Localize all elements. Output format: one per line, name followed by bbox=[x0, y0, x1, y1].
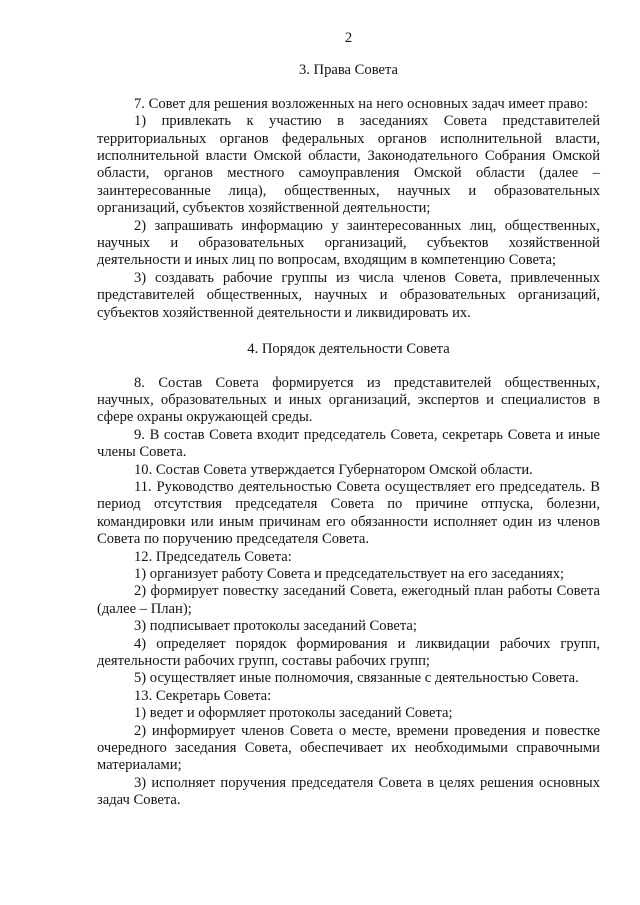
section-3-title: 3. Права Совета bbox=[298, 62, 399, 79]
paragraph-12-item-1: 1) организует работу Совета и председательствует на его заседаниях; bbox=[134, 565, 565, 582]
paragraph-13-item-3: 3) исполняет поручения председателя Совета в целях решения основных задач Совета. bbox=[97, 774, 600, 809]
paragraph-7-item-1: 1) привлекать к участию в заседаниях Совета представителей территориальных органов федеральных органов исполнительной власти, исполнительной власти Омской области, Законодательного Собрания Омской области, органов местного самоуправления Омской области (далее – заинтересованные лица), общественных, научных и образовательных организаций, субъектов хозяйственной деятельности; bbox=[97, 113, 600, 217]
paragraph-12: 12. Председатель Совета: bbox=[134, 548, 292, 565]
paragraph-12-item-4: 4) определяет порядок формирования и ликвидации рабочих групп, деятельности рабочих групп, составы рабочих групп; bbox=[97, 635, 600, 669]
paragraph-8: 8. Состав Совета формируется из представителей общественных, научных, образовательных и иных организаций, экспертов и специалистов в сфере охраны окружающей среды. bbox=[97, 374, 600, 426]
paragraph-10: 10. Состав Совета утверждается Губернатором Омской области. bbox=[134, 461, 533, 478]
paragraph-7-item-2: 2) запрашивать информацию у заинтересованных лиц, общественных, научных и образовательных организаций, субъектов хозяйственной деятельности и иных лиц по вопросам, входящим в компетенцию Совета; bbox=[97, 217, 600, 269]
document-page bbox=[97, 30, 600, 810]
paragraph-13-item-1: 1) ведет и оформляет протоколы заседаний Совета; bbox=[134, 705, 453, 722]
paragraph-13-item-2: 2) информирует членов Совета о месте, времени проведения и повестке очередного заседания Совета, обеспечивает их необходимыми справочными материалами; bbox=[97, 722, 600, 774]
paragraph-7-item-3: 3) создавать рабочие группы из числа членов Совета, привлеченных представителей общественных, научных и образовательных организаций, субъектов хозяйственной деятельности и ликвидировать их. bbox=[97, 269, 600, 321]
paragraph-9: 9. В состав Совета входит председатель Совета, секретарь Совета и иные члены Совета. bbox=[97, 426, 600, 461]
paragraph-11: 11. Руководство деятельностью Совета осуществляет его председатель. В период отсутствия председателя Совета по причине отпуска, болезни, командировки или иным причинам его обязанности исполняет один из членов Совета по поручению председателя Совета. bbox=[97, 478, 600, 548]
page-number: 2 bbox=[344, 30, 353, 46]
paragraph-12-item-2: 2) формирует повестку заседаний Совета, ежегодный план работы Совета (далее – План); bbox=[97, 583, 600, 617]
paragraph-7: 7. Совет для решения возложенных на него основных задач имеет право: bbox=[134, 95, 589, 112]
paragraph-12-item-3: 3) подписывает протоколы заседаний Совета; bbox=[134, 618, 417, 635]
section-4-title: 4. Порядок деятельности Совета bbox=[247, 341, 450, 358]
paragraph-12-item-5: 5) осуществляет иные полномочия, связанные с деятельностью Совета. bbox=[134, 670, 579, 687]
paragraph-13: 13. Секретарь Совета: bbox=[134, 687, 272, 704]
